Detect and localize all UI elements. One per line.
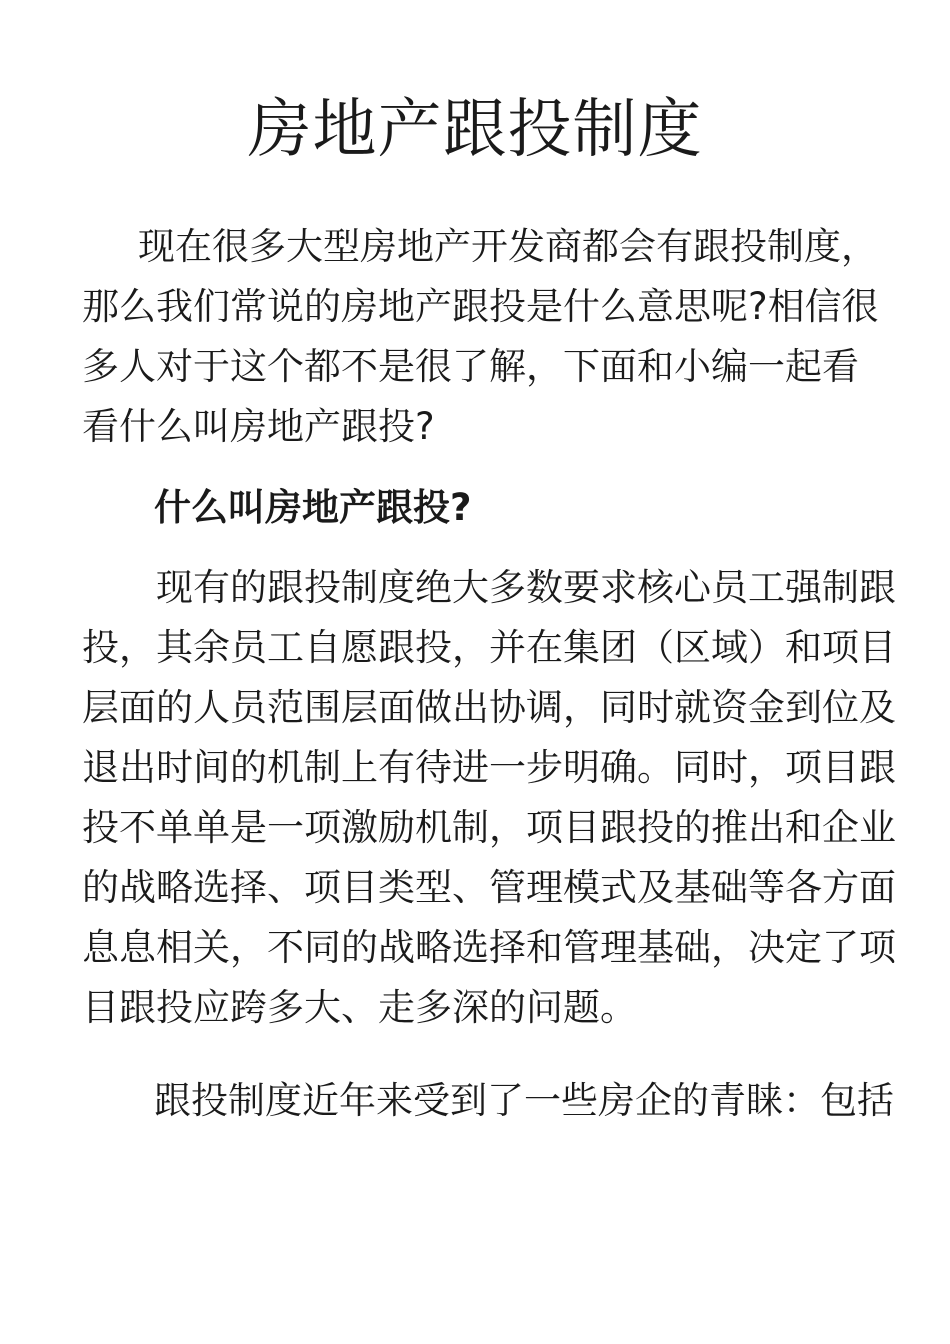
section-body-paragraph: 现有的跟投制度绝大多数要求核心员工强制跟投，其余员工自愿跟投，并在集团（区域）和项目层面的人员范围层面做出协调，同时就资金到位及退出时间的机制上有待进一步明确。同时，项目跟投不单单是一项激励机制，项目跟投的推出和企业的战略选择、项目类型、管理模式及基础等各方面息息相关，不同的战略选择和管理基础，决定了项目跟投应跨多大、走多深的问题。 bbox=[82, 566, 896, 1029]
trailing-paragraph: 跟投制度近年来受到了一些房企的青睐：包括 bbox=[154, 1079, 894, 1122]
intro-paragraph: 现在很多大型房地产开发商都会有跟投制度，那么我们常说的房地产跟投是什么意思呢?相信很多人对于这个都不是很了解，下面和小编一起看看什么叫房地产跟投? bbox=[82, 225, 879, 448]
page-title: 房地产跟投制度 bbox=[247, 93, 703, 167]
section-heading: 什么叫房地产跟投? bbox=[154, 486, 472, 529]
